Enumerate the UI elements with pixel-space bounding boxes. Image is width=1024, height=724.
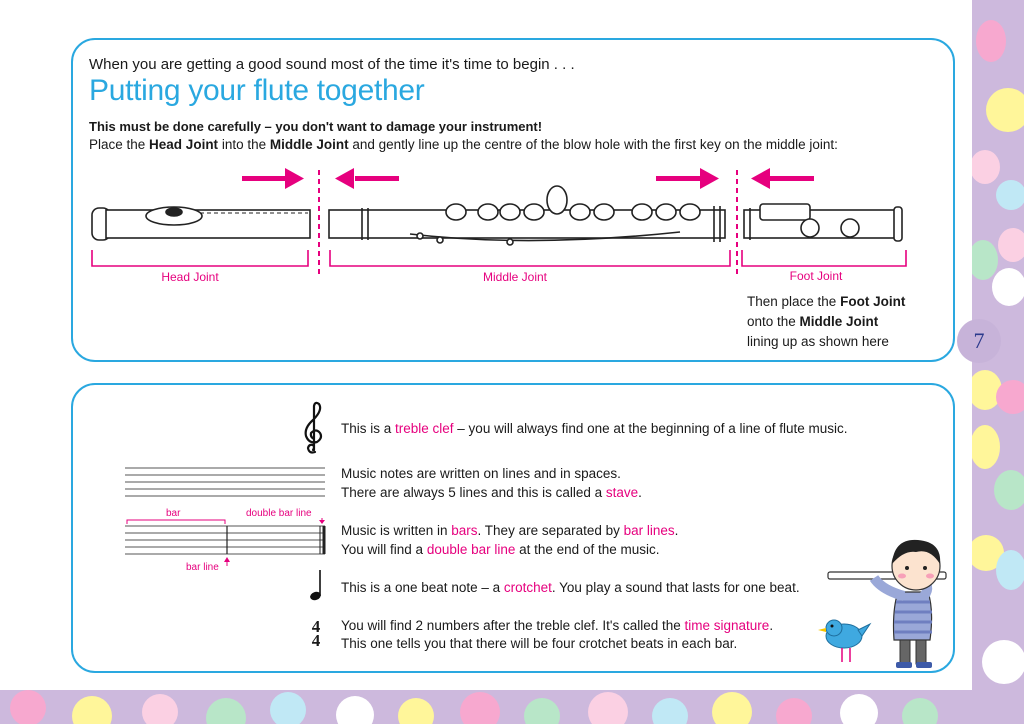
arrow-right-icon: [242, 168, 304, 189]
foot-joint-note: Then place the Foot Joint onto the Middle Joint lining up as shown here: [747, 294, 906, 349]
bird-icon: [818, 620, 870, 662]
treble-clef-text: This is a treble clef – you will always find one at the beginning of a line of flute music.: [341, 421, 848, 436]
time-signature-text-line1: You will find 2 numbers after the treble clef. It's called the time signature.: [341, 618, 774, 633]
bar-label: bar: [166, 508, 181, 519]
time-signature-text-line2: This one tells you that there will be four crotchet beats in each bar.: [341, 636, 738, 651]
foot-joint-illustration: [744, 204, 902, 241]
crotchet-note-icon: [308, 568, 324, 602]
child-flute-illustration: [812, 530, 962, 672]
head-joint-label: Head Joint: [161, 270, 219, 284]
warning-text: This must be done carefully – you don't want to damage your instrument!: [89, 119, 543, 134]
page-title: Putting your flute together: [89, 74, 425, 107]
middle-joint-illustration: [329, 186, 725, 245]
time-signature-bottom: 4: [311, 631, 321, 650]
treble-clef-icon: [301, 400, 327, 456]
foot-joint-label: Foot Joint: [789, 269, 843, 283]
intro-text: When you are getting a good sound most of the time it's time to begin . . .: [89, 56, 575, 73]
stave-illustration: [125, 466, 327, 500]
arrow-left-icon: [335, 168, 399, 189]
page-number: 7: [957, 319, 1001, 363]
bar-line-label: bar line: [186, 562, 219, 573]
bottom-border: [0, 690, 1024, 724]
instruction-text: Place the Head Joint into the Middle Joint and gently line up the centre of the blow hole with the first key on the middle joint:: [89, 137, 838, 152]
time-signature-top: 4: [311, 617, 321, 636]
middle-joint-label: Middle Joint: [482, 270, 548, 284]
bars-text-line1: Music is written in bars. They are separated by bar lines.: [341, 523, 679, 538]
stave-text-line2: There are always 5 lines and this is called a stave.: [341, 485, 642, 500]
arrow-right-icon: [656, 168, 719, 189]
stave-text-line1: Music notes are written on lines and in spaces.: [341, 466, 621, 481]
bars-text-line2: You will find a double bar line at the end of the music.: [341, 542, 660, 557]
crotchet-text: This is a one beat note – a crotchet. You play a sound that lasts for one beat.: [341, 580, 800, 595]
double-bar-line-label: double bar line: [246, 508, 312, 519]
bars-illustration: [125, 518, 329, 574]
arrow-left-icon: [751, 168, 814, 189]
head-joint-illustration: [92, 207, 310, 240]
